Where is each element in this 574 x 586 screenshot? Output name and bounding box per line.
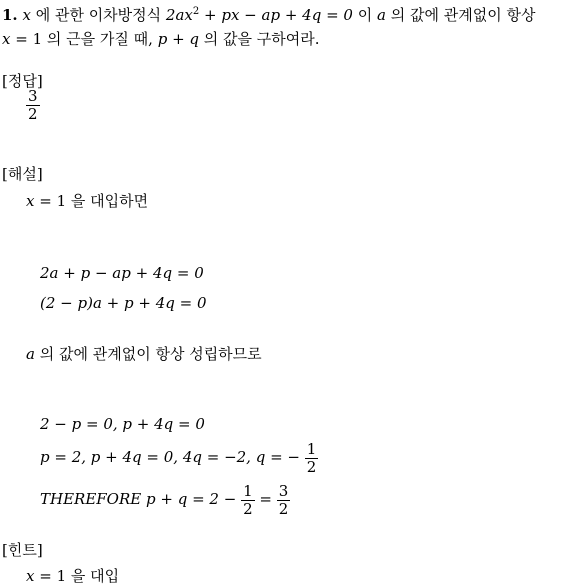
equation-4 bbox=[40, 441, 318, 475]
problem-text: 이 bbox=[352, 6, 377, 24]
hint-body: 을 대입 bbox=[66, 567, 120, 585]
var-q: q bbox=[189, 30, 200, 48]
fraction-denominator: 2 bbox=[278, 499, 289, 518]
math-equation: + px − ap + 4q = 0 bbox=[199, 6, 353, 24]
equation-text: p = 2, p + 4q = 0, 4q = −2, q = − bbox=[40, 448, 300, 466]
equation-1: 2a + p − ap + 4q = 0 bbox=[40, 264, 204, 282]
problem-text: 에 관한 이차방정식 bbox=[30, 6, 166, 24]
equation-5 bbox=[40, 483, 290, 517]
problem-line-1 bbox=[2, 4, 535, 25]
hint-label: [힌트] bbox=[2, 541, 43, 559]
math-value: = 1 bbox=[34, 567, 67, 585]
solution-step-1 bbox=[26, 190, 148, 211]
math-term: 2ax bbox=[165, 6, 193, 24]
var-a: a bbox=[377, 6, 386, 24]
equals-sign: = bbox=[259, 490, 277, 508]
fraction-denominator: 2 bbox=[28, 104, 38, 123]
equation-2: (2 − p)a + p + 4q = 0 bbox=[40, 294, 207, 312]
var-x: x bbox=[26, 192, 35, 210]
fraction bbox=[26, 88, 40, 122]
answer-label: [정답] bbox=[2, 72, 43, 90]
problem-number: 1. bbox=[2, 6, 18, 24]
fraction-numerator: 1 bbox=[243, 482, 253, 500]
equation-text: THEREFORE p + q = 2 − bbox=[40, 490, 242, 508]
math-value: = 1 bbox=[34, 192, 67, 210]
math-op: + bbox=[167, 30, 190, 48]
answer-fraction bbox=[26, 88, 40, 122]
math-value: = 1 bbox=[10, 30, 43, 48]
var-x: x bbox=[22, 6, 31, 24]
fraction-numerator: 3 bbox=[28, 87, 38, 105]
fraction bbox=[305, 441, 319, 475]
fraction-denominator: 2 bbox=[306, 457, 317, 476]
fraction bbox=[277, 483, 291, 517]
problem-text: 의 값을 구하여라. bbox=[199, 30, 320, 48]
solution-step-2 bbox=[26, 343, 262, 364]
fraction-numerator: 1 bbox=[306, 440, 317, 458]
fraction-denominator: 2 bbox=[243, 499, 253, 518]
fraction-numerator: 3 bbox=[278, 482, 289, 500]
solution-label: [해설] bbox=[2, 165, 43, 183]
fraction bbox=[241, 483, 255, 517]
solution-text: 의 값에 관계없이 항상 성립하므로 bbox=[34, 345, 262, 363]
problem-line-2 bbox=[2, 28, 320, 49]
equation-3: 2 − p = 0, p + 4q = 0 bbox=[40, 415, 205, 433]
var-a: a bbox=[26, 345, 35, 363]
solution-text: 을 대입하면 bbox=[66, 192, 149, 210]
var-x: x bbox=[2, 30, 11, 48]
var-x: x bbox=[26, 567, 35, 585]
problem-text: 의 근을 가질 때, bbox=[42, 30, 158, 48]
problem-text: 의 값에 관계없이 항상 bbox=[385, 6, 536, 24]
var-p: p bbox=[157, 30, 168, 48]
exponent: 2 bbox=[192, 6, 200, 17]
